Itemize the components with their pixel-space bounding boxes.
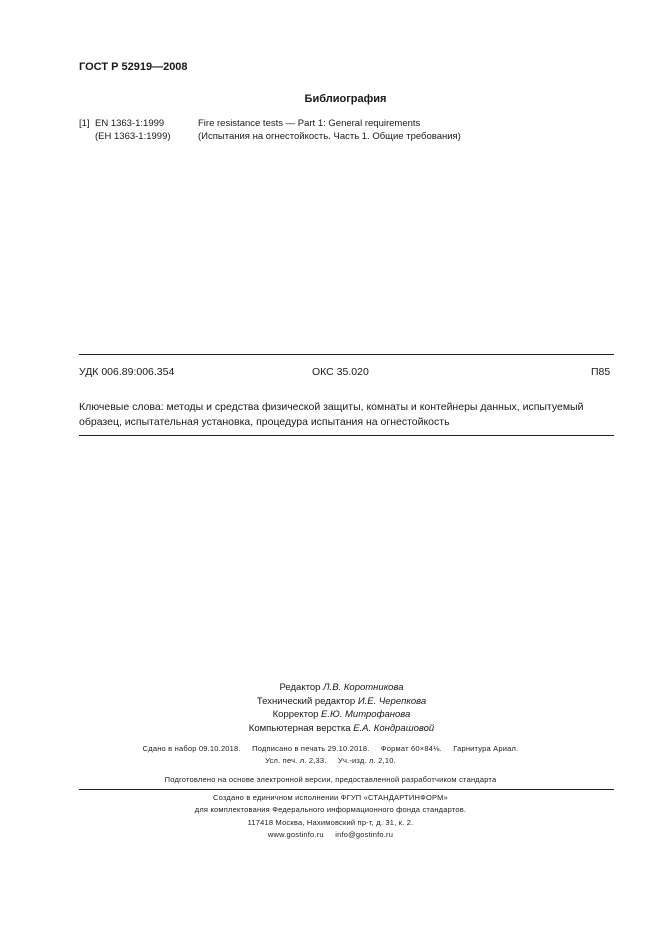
corrector-line [22, 708, 661, 722]
group-code: П85 [591, 366, 611, 378]
tech-editor-name: И.Е. Черепкова [357, 695, 427, 707]
layout-line [22, 722, 661, 736]
imprint-divider [79, 789, 614, 790]
keywords: Ключевые слова: методы и средства физической защиты, комнаты и контейнеры данных, испытуемый образец, испытательная установка, процедура испытания на огнестойкость [79, 401, 584, 428]
top-divider [79, 354, 614, 355]
bibliography-title: Библиография [304, 93, 387, 105]
udk-code: УДК 006.89:006.354 [79, 366, 175, 378]
imprint-line-1: Сдано в набор 09.10.2018. Подписано в печать 29.10.2018. Формат 60×84⅛. Гарнитура Ариал. [142, 744, 519, 753]
layout-name: Е.А. Кондрашовой [353, 722, 435, 734]
publisher-web: www.gostinfo.ru info@gostinfo.ru [267, 830, 394, 839]
corrector-label: Корректор [272, 709, 319, 720]
oks-code: ОКС 35.020 [312, 366, 369, 378]
tech-editor-line [22, 695, 661, 709]
standard-number: ГОСТ Р 52919—2008 [79, 61, 188, 73]
imprint-line-2: Усл. печ. л. 2,33. Уч.-изд. л. 2,10. [265, 756, 396, 765]
keywords-divider [79, 435, 614, 436]
editor-line [22, 681, 661, 695]
created-line-1: Создано в единичном исполнении ФГУП «СТАНДАРТИНФОРМ» [213, 793, 448, 802]
entry-code: EN 1363-1:1999 [95, 118, 165, 129]
editor-name: Л.В. Коротникова [323, 682, 404, 693]
entry-number: [1] [79, 118, 90, 129]
entry-title-ru: (Испытания на огнестойкость. Часть 1. Общие требования) [198, 130, 461, 142]
tech-editor-label: Технический редактор [256, 695, 356, 707]
editor-label: Редактор [279, 682, 321, 693]
created-line-2: для комплектования Федерального информационного фонда стандартов. [194, 805, 467, 814]
credits-block [0, 681, 661, 735]
publisher-address: 117418 Москва, Нахимовский пр-т, д. 31, к. 2. [247, 818, 414, 827]
corrector-name: Е.Ю. Митрофанова [321, 709, 411, 720]
prepared-note: Подготовлено на основе электронной версии, предоставленной разработчиком стандарта [164, 775, 497, 784]
entry-code-ru: (ЕН 1363-1:1999) [95, 130, 171, 142]
entry-title-en: Fire resistance tests — Part 1: General requirements [198, 118, 421, 129]
layout-label: Компьютерная верстка [248, 722, 351, 734]
